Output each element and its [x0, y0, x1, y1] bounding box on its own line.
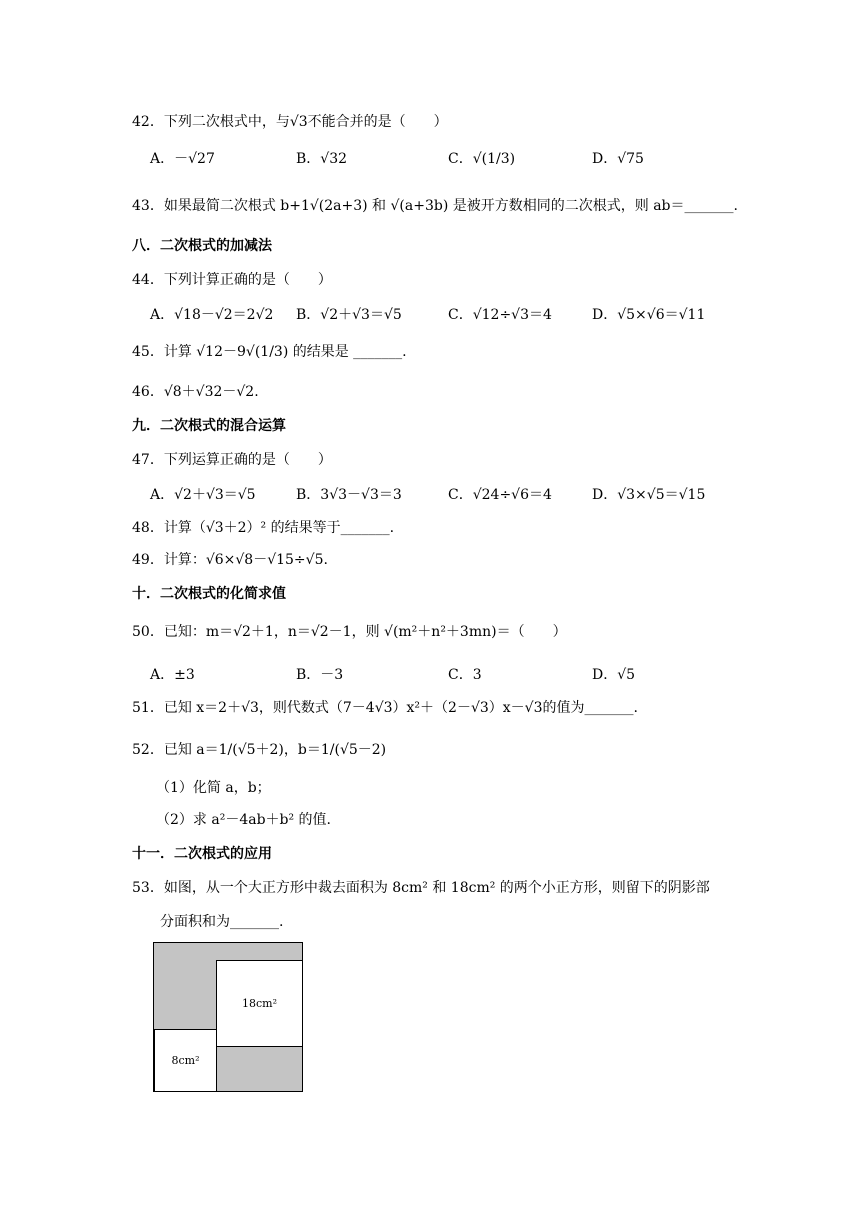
- q44-stem: 44．下列计算正确的是（ ）: [132, 272, 332, 288]
- q50-option-d: D．√5: [592, 667, 636, 683]
- q50-option-c: C．3: [448, 667, 482, 683]
- q48-stem: 48．计算（√3＋2）² 的结果等于_______.: [132, 520, 395, 536]
- label-8cm2: 8cm²: [171, 1054, 200, 1067]
- small-square: [154, 1029, 217, 1092]
- q50-option-b: B．－3: [296, 667, 344, 683]
- q52-part-1: （1）化简 a，b；: [156, 780, 271, 796]
- q42-option-c: C．√(1/3): [448, 151, 516, 167]
- label-18cm2: 18cm²: [242, 997, 277, 1010]
- q47-option-a: A．√2＋√3＝√5: [150, 487, 256, 503]
- section-heading-9: 九．二次根式的混合运算: [132, 418, 286, 434]
- q42-option-d: D．√75: [592, 151, 644, 167]
- q42-option-b: B．√32: [296, 151, 348, 167]
- q44-option-c: C．√12÷√3＝4: [448, 307, 552, 323]
- q44-option-d: D．√5×√6＝√11: [592, 307, 706, 323]
- section-heading-8: 八．二次根式的加减法: [132, 238, 272, 254]
- q49-stem: 49．计算：√6×√8－√15÷√5.: [132, 552, 328, 568]
- q50-stem: 50．已知：m＝√2＋1，n＝√2－1，则 √(m²＋n²＋3mn)＝（ ）: [132, 624, 567, 640]
- q47-option-d: D．√3×√5＝√15: [592, 487, 706, 503]
- q44-option-a: A．√18－√2＝2√2: [150, 307, 274, 323]
- q53-figure: [153, 942, 303, 1092]
- q51-stem: 51．已知 x＝2＋√3，则代数式（7－4√3）x²＋（2－√3）x－√3的值为_______.: [132, 700, 638, 716]
- q47-option-c: C．√24÷√6＝4: [448, 487, 552, 503]
- q47-option-b: B．3√3－√3＝3: [296, 487, 402, 503]
- q53-stem-line-2: 分面积和为_______.: [160, 914, 284, 930]
- q46-stem: 46．√8＋√32－√2.: [132, 384, 259, 400]
- q53-stem-line-1: 53．如图，从一个大正方形中裁去面积为 8cm² 和 18cm² 的两个小正方形，则留下的阴影部: [132, 880, 710, 896]
- q52-stem: 52．已知 a＝1/(√5＋2)，b＝1/(√5－2): [132, 742, 387, 758]
- q42-stem: 42．下列二次根式中，与√3不能合并的是（ ）: [132, 114, 448, 130]
- q52-part-2: （2）求 a²－4ab＋b² 的值.: [156, 812, 332, 828]
- section-heading-10: 十．二次根式的化简求值: [132, 586, 286, 602]
- section-heading-11: 十一．二次根式的应用: [132, 846, 272, 862]
- big-square: [216, 960, 303, 1047]
- q47-stem: 47．下列运算正确的是（ ）: [132, 452, 332, 468]
- q43-stem: 43．如果最简二次根式 b+1√(2a+3) 和 √(a+3b) 是被开方数相同的二次根式，则 ab＝_______.: [132, 198, 738, 214]
- q50-option-a: A．±3: [150, 667, 195, 683]
- q45-stem: 45．计算 √12－9√(1/3) 的结果是 _______.: [132, 344, 407, 360]
- q44-option-b: B．√2＋√3＝√5: [296, 307, 402, 323]
- q42-option-a: A．－√27: [150, 151, 215, 167]
